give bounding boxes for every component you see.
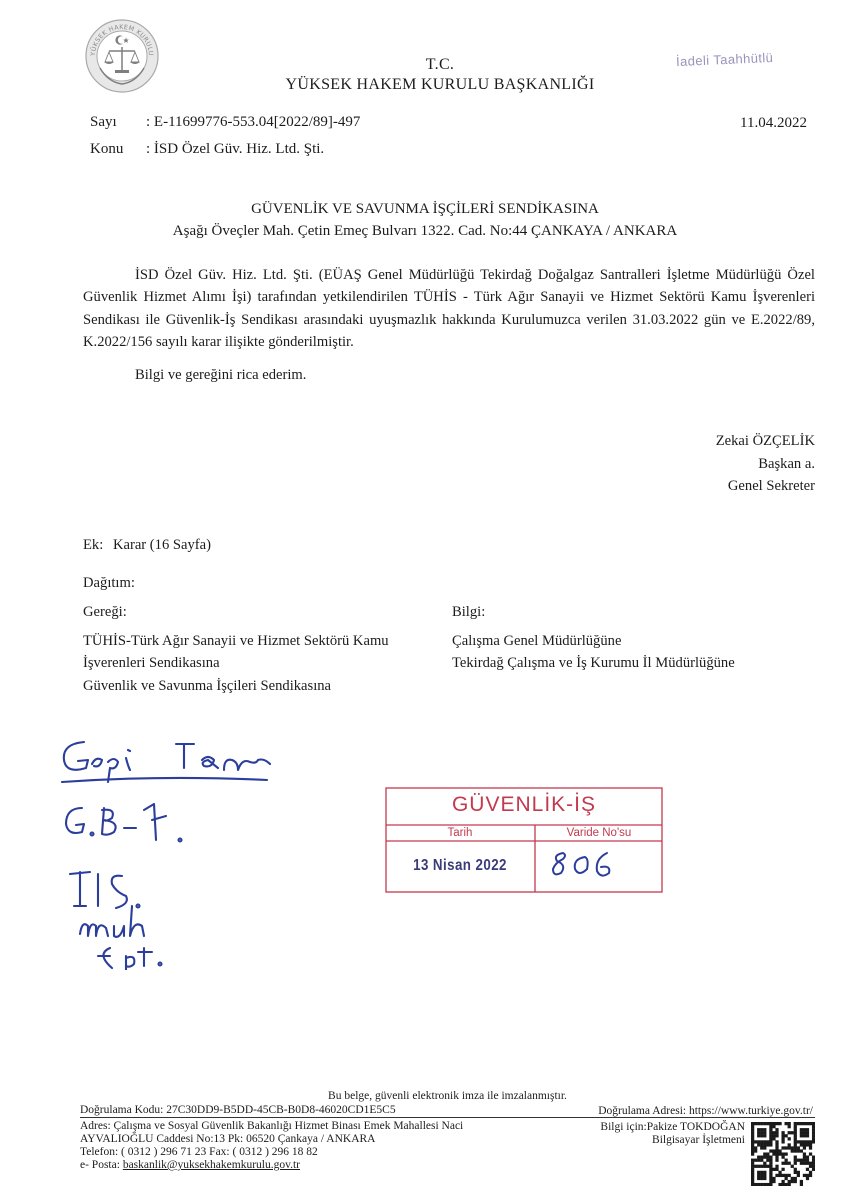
institution-header [250, 55, 630, 95]
addressee-address: Aşağı Öveçler Mah. Çetin Emeç Bulvarı 1322. Cad. No:44 ÇANKAYA / ANKARA [172, 223, 678, 239]
geregi-item: İşverenleri Sendikasına [83, 655, 220, 671]
geregi-label: Gereği: [83, 604, 127, 620]
header-tc: T.C. [425, 56, 455, 73]
sayi-row [90, 112, 360, 132]
bilgi-item: Çalışma Genel Müdürlüğüne [452, 632, 622, 649]
geregi-item: Güvenlik ve Savunma İşçileri Sendikasına [83, 677, 332, 694]
addressee-name: GÜVENLİK VE SAVUNMA İŞÇİLERİ SENDİKASINA [251, 201, 599, 217]
stamp-date-header: Tarih [447, 827, 473, 839]
footer-email-label: e- Posta: [80, 1159, 120, 1171]
handwritten-note [52, 730, 312, 970]
bilgi-item: Tekirdağ Çalışma ve İş Kurumu İl Müdürlüğüne [452, 655, 735, 671]
footer-phone: Telefon: ( 0312 ) 296 71 23 Fax: ( 0312 ) 296 18 82 [80, 1146, 318, 1158]
body-closing: Bilgi ve gereğini rica ederim. [135, 367, 307, 383]
sayi-label: Sayı [90, 114, 117, 130]
svg-text:YÜKSEK HAKEM KURULU: YÜKSEK HAKEM KURULU [89, 23, 155, 57]
konu-label: Konu [90, 141, 124, 157]
footer-email-row [80, 1159, 300, 1172]
signatory-name: Zekai ÖZÇELİK [715, 433, 815, 449]
signature-block [600, 430, 815, 498]
signatory-position: Genel Sekreter [727, 478, 815, 494]
bilgi-label: Bilgi: [452, 604, 486, 620]
stamp-no-header: Varide No'su [566, 827, 632, 839]
distribution-bilgi [452, 601, 822, 675]
footer-address-line1: Adres: Çalışma ve Sosyal Güvenlik Bakanlığı Hizmet Binası Emek Mahallesi Naci [80, 1120, 464, 1132]
distribution-geregi [83, 601, 453, 697]
konu-value: : İSD Özel Güv. Hiz. Ltd. Şti. [146, 141, 325, 157]
footer-info-unit: Bilgisayar İşletmeni [652, 1134, 745, 1146]
footer-email-link[interactable]: baskanlik@yuksekhakemkurulu.gov.tr [122, 1159, 301, 1171]
addressee-block [120, 198, 730, 242]
qr-code-icon [751, 1122, 815, 1186]
konu-row [90, 139, 324, 159]
stamp-title: GÜVENLİK-İŞ [451, 793, 597, 816]
header-institution-name: YÜKSEK HAKEM KURULU BAŞKANLIĞI [285, 76, 595, 93]
attachment-row [83, 534, 211, 557]
attachment-value: Karar (16 Sayfa) [112, 537, 211, 553]
footer-info-contact: Bilgi için:Pakize TOKDOĞAN [600, 1121, 745, 1133]
sayi-value: : E-11699776-553.04[2022/89]-497 [146, 114, 361, 130]
verification-code: Doğrulama Kodu: 27C30DD9-B5DD-45CB-B0D8-46020CD1E5C5 [80, 1104, 396, 1116]
document-footer [80, 1090, 815, 1190]
yhk-seal-logo [84, 18, 160, 94]
stamp-number-handwritten [545, 845, 655, 885]
geregi-item: TÜHİS-Türk Ağır Sanayii ve Hizmet Sektörü Kamu [83, 632, 389, 649]
footer-address-line2: AYVALIOĞLU Caddesi No:13 Pk: 06520 Çankaya / ANKARA [80, 1133, 376, 1145]
attachment-label: Ek: [83, 537, 104, 553]
esign-note: Bu belge, güvenli elektronik imza ile imzalanmıştır. [328, 1090, 567, 1102]
verification-address[interactable]: Doğrulama Adresi: https://www.turkiye.gov.tr/ [598, 1105, 813, 1117]
stamp-date-value: 13 Nisan 2022 [413, 857, 507, 874]
signatory-title: Başkan a. [758, 455, 815, 472]
registered-mail-stamp: İadeli Taahhütlü [675, 49, 774, 70]
document-date: 11.04.2022 [740, 115, 807, 131]
body-paragraph: İSD Özel Güv. Hiz. Ltd. Şti. (EÜAŞ Genel Müdürlüğü Tekirdağ Doğalgaz Santralleri İşletme Müdürlüğü Özel Güvenlik Hizmet Alımı İşi) tarafından yetkilendirilen TÜHİS - Türk Ağır Sanayii ve Hizmet Sektörü Kamu İşverenleri Sendikası ile Güvenlik-İş Sendikası arasındaki uyuşmazlık hakkında Kurulumuzca verilen 31.03.2022 gün ve E.2022/89, K.2022/156 sayılı karar ilişikte gönderilmiştir. [83, 267, 815, 350]
received-stamp [385, 787, 663, 893]
distribution-label: Dağıtım: [83, 575, 135, 591]
